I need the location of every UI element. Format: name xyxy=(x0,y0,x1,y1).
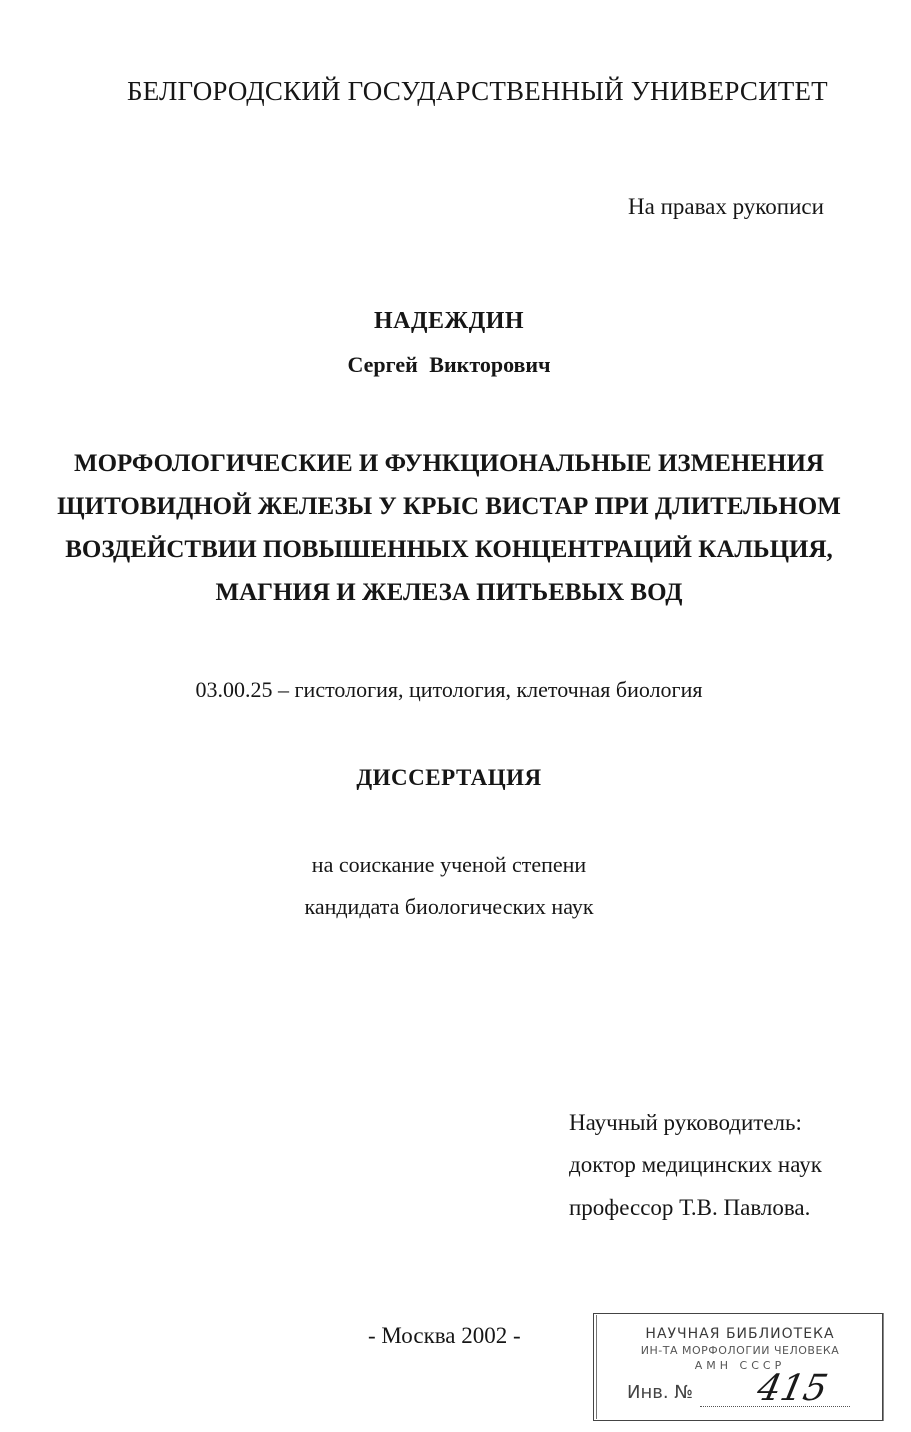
title-line: МАГНИЯ И ЖЕЛЕЗА ПИТЬЕВЫХ ВОД xyxy=(215,579,683,606)
author-name: Сергей Викторович xyxy=(347,352,551,377)
document-type: ДИССЕРТАЦИЯ xyxy=(356,765,542,790)
manuscript-note: На правах рукописи xyxy=(628,194,824,219)
stamp-inventory-number: 415 xyxy=(753,1368,832,1409)
degree-line: кандидата биологических наук xyxy=(304,894,594,919)
stamp-library-name: НАУЧНАЯ БИБЛИОТЕКА xyxy=(645,1326,835,1342)
stamp-border-line xyxy=(879,1313,884,1421)
title-line: МОРФОЛОГИЧЕСКИЕ И ФУНКЦИОНАЛЬНЫЕ ИЗМЕНЕНИЯ xyxy=(74,450,824,477)
stamp-institute-name: ИН-ТА МОРФОЛОГИИ ЧЕЛОВЕКА xyxy=(640,1344,840,1357)
stamp-academy-name: АМН СССР xyxy=(694,1359,786,1372)
university-name: БЕЛГОРОДСКИЙ ГОСУДАРСТВЕННЫЙ УНИВЕРСИТЕТ xyxy=(127,76,828,106)
degree-line: на соискание ученой степени xyxy=(311,852,587,877)
title-line: ЩИТОВИДНОЙ ЖЕЛЕЗЫ У КРЫС ВИСТАР ПРИ ДЛИТЕЛЬНОМ xyxy=(57,493,841,520)
city-year: - Москва 2002 - xyxy=(368,1323,521,1348)
title-line: ВОЗДЕЙСТВИИ ПОВЫШЕННЫХ КОНЦЕНТРАЦИЙ КАЛЬЦИЯ, xyxy=(65,536,833,563)
stamp-border-line xyxy=(596,1315,599,1419)
advisor-line: профессор Т.В. Павлова. xyxy=(569,1195,811,1220)
author-surname: НАДЕЖДИН xyxy=(373,308,525,334)
stamp-inventory-label: Инв. № xyxy=(627,1382,694,1403)
advisor-line: Научный руководитель: xyxy=(569,1110,802,1135)
advisor-line: доктор медицинских наук xyxy=(569,1152,822,1177)
specialty-code: 03.00.25 – гистология, цитология, клеточная биология xyxy=(195,677,703,702)
